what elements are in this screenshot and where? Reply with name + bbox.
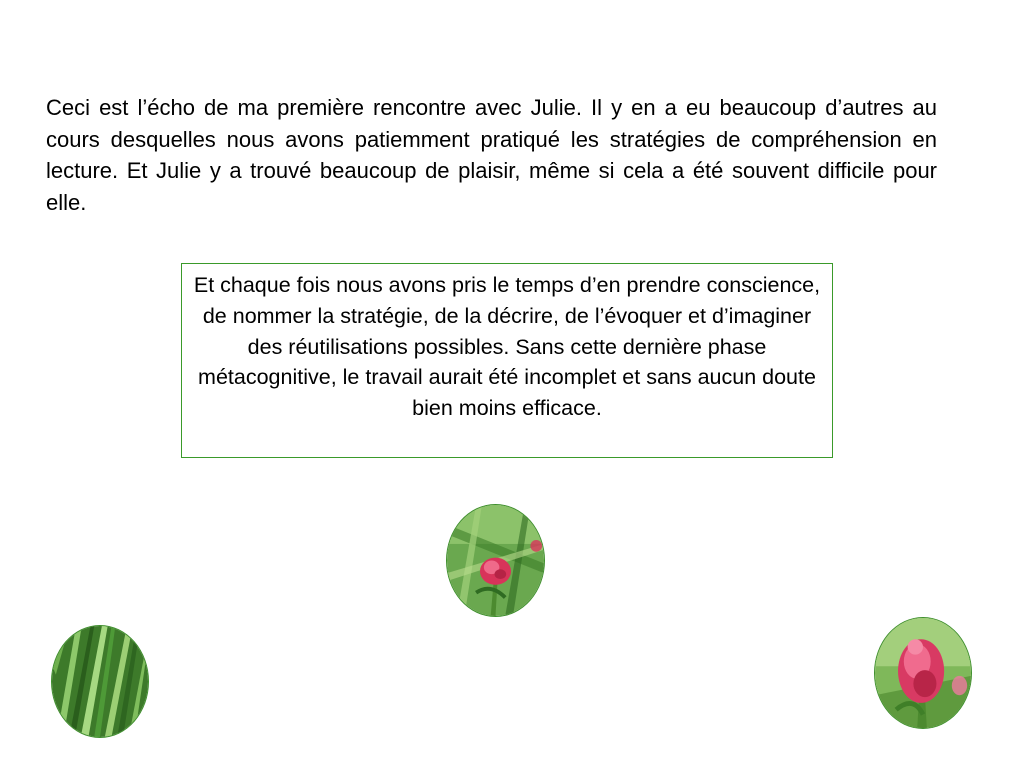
highlight-box [181,263,833,458]
grass-image [52,626,148,737]
grass-photo [51,625,149,738]
crimson-clover-photo [874,617,972,729]
crimson-clover-image [875,618,971,728]
clover-photo [446,504,545,617]
highlight-box-text: Et chaque fois nous avons pris le temps d’en prendre conscience, de nommer la stratégie, de la décrire, de l’évoquer et d’imaginer des réutilisations possibles. Sans cette dernière phase métacognitive, le travail aurait été incomplet et sans aucun doute bien moins efficace. [193,273,821,421]
intro-paragraph: Ceci est l’écho de ma première rencontre avec Julie. Il y en a eu beaucoup d’autres au cours desquelles nous avons patiemment pratiqué les stratégies de compréhension en lecture. Et Julie y a trouvé beaucoup de plaisir, même si cela a été souvent difficile pour elle. [46,95,937,215]
clover-image [447,505,544,616]
